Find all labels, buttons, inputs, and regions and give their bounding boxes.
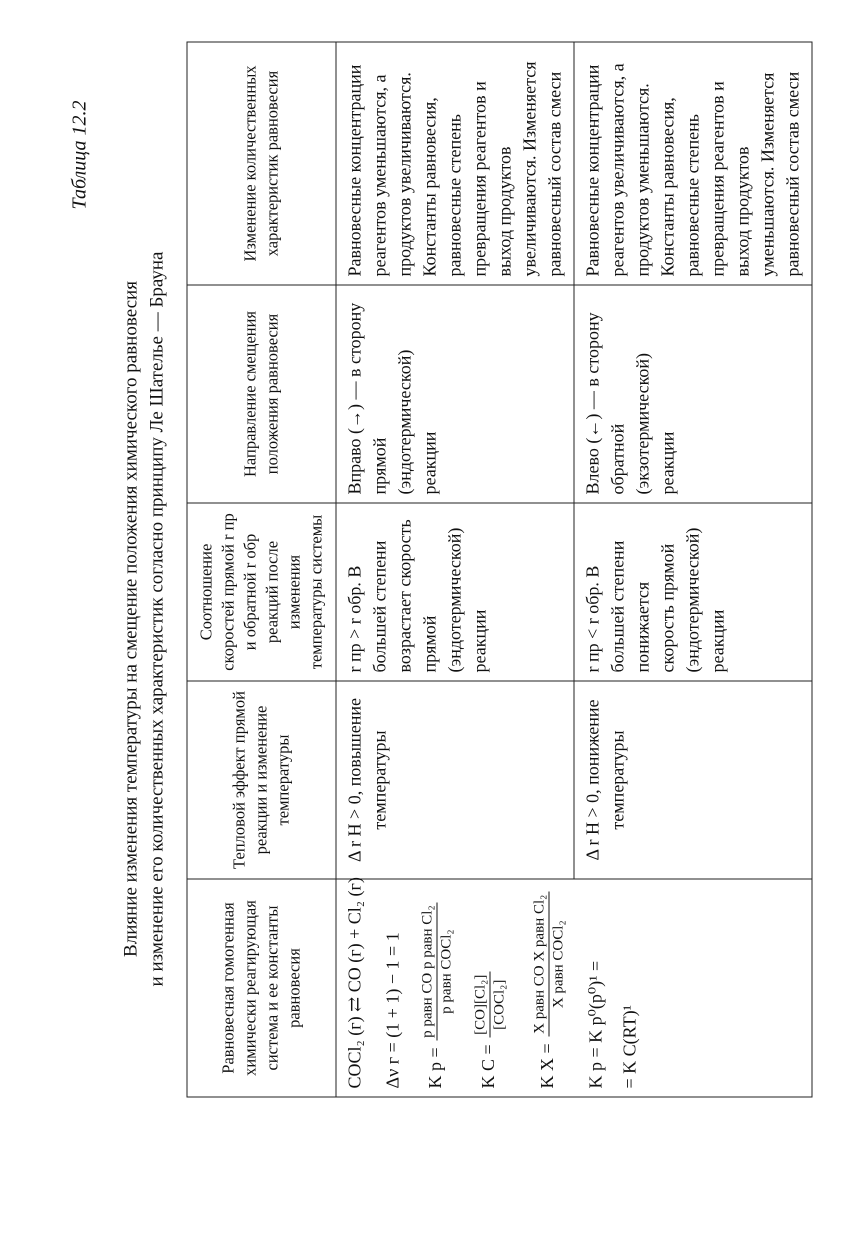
row1-direction: Вправо (→) — в сторону прямой (эндотермической) реакции	[336, 285, 574, 503]
kc-numerator: [CO][Cl₂]	[471, 971, 490, 1037]
header-change: Изменение количественных характеристик равновесия	[187, 42, 336, 285]
table-label: Таблица 12.2	[68, 100, 90, 209]
kp-denominator: p равн COCl₂	[438, 928, 454, 1014]
kp-equation	[418, 887, 455, 1088]
row2-effect: Δ r H > 0, понижение температуры	[574, 681, 812, 879]
reaction-equation: COCl₂ (г) ⇄ CO (г) + Cl₂ (г)	[344, 876, 364, 1088]
kc-equation	[471, 887, 508, 1088]
row1-effect: Δ r H > 0, повышение температуры	[336, 681, 574, 879]
header-system: Равновесная гомогенная химически реагирующая система и ее константы равновесия	[187, 879, 336, 1097]
row1-change: Равновесные концентрации реагентов уменьшаются, а продуктов увеличиваются. Константы равновесия, равновесные степень превращения реагентов и выход продуктов увеличиваются. Изменяется равновесный состав смеси	[336, 42, 574, 285]
kx-equation	[530, 887, 567, 1088]
kp-numerator: p равн CO p равн Cl₂	[418, 902, 437, 1041]
delta-nu-equation: Δν г = (1 + 1) − 1 = 1	[382, 931, 402, 1088]
header-rates: Соотношение скоростей прямой r пр и обратной r обр реакций после изменения температуры системы	[187, 503, 336, 681]
kc-fraction	[471, 971, 508, 1037]
row2-change: Равновесные концентрации реагентов увеличиваются, а продуктов уменьшаются. Константы равновесия, равновесные степень превращения реагентов и выход продуктов уменьшаются. Изменяется равновесный состав смеси	[574, 42, 812, 285]
kc-denominator: [COCl₂]	[491, 979, 507, 1030]
equations-cell	[336, 876, 812, 1097]
table-title	[118, 0, 170, 1237]
row2-direction: Влево (←) — в сторону обратной (экзотермической) реакции	[574, 285, 812, 503]
kc-lhs: K C =	[477, 1043, 498, 1088]
title-line-1: Влияние изменения температуры на смещение положения химического равновесия	[120, 280, 141, 957]
table-row	[336, 42, 574, 1097]
kx-lhs: K X =	[536, 1042, 557, 1088]
kx-numerator: X равн CO X равн Cl₂	[530, 891, 549, 1036]
equilibrium-table	[186, 41, 812, 1097]
kp-lhs: K p =	[424, 1046, 445, 1088]
kp-fraction	[418, 902, 455, 1041]
row1-rates: r пр > r обр. В большей степени возрастает скорость прямой (эндотермической) реакции	[336, 503, 574, 681]
title-line-2: и изменение его количественных характеристик согласно принципу Ле Шателье — Брауна	[146, 251, 167, 986]
kx-fraction	[530, 891, 567, 1036]
header-row	[187, 42, 336, 1097]
row2-rates: r пр < r обр. В большей степени понижается скорость прямой (эндотермической) реакции	[574, 503, 812, 681]
header-direction: Направление смещения положения равновесия	[187, 285, 336, 503]
header-effect: Тепловой эффект прямой реакции и изменение температуры	[187, 681, 336, 879]
relation-line-2: = K C(RT)¹	[619, 1004, 639, 1088]
relation-line-1: K p = K p⁰(p⁰)¹ =	[585, 960, 605, 1088]
kx-denominator: X равн COCl₂	[550, 919, 566, 1008]
